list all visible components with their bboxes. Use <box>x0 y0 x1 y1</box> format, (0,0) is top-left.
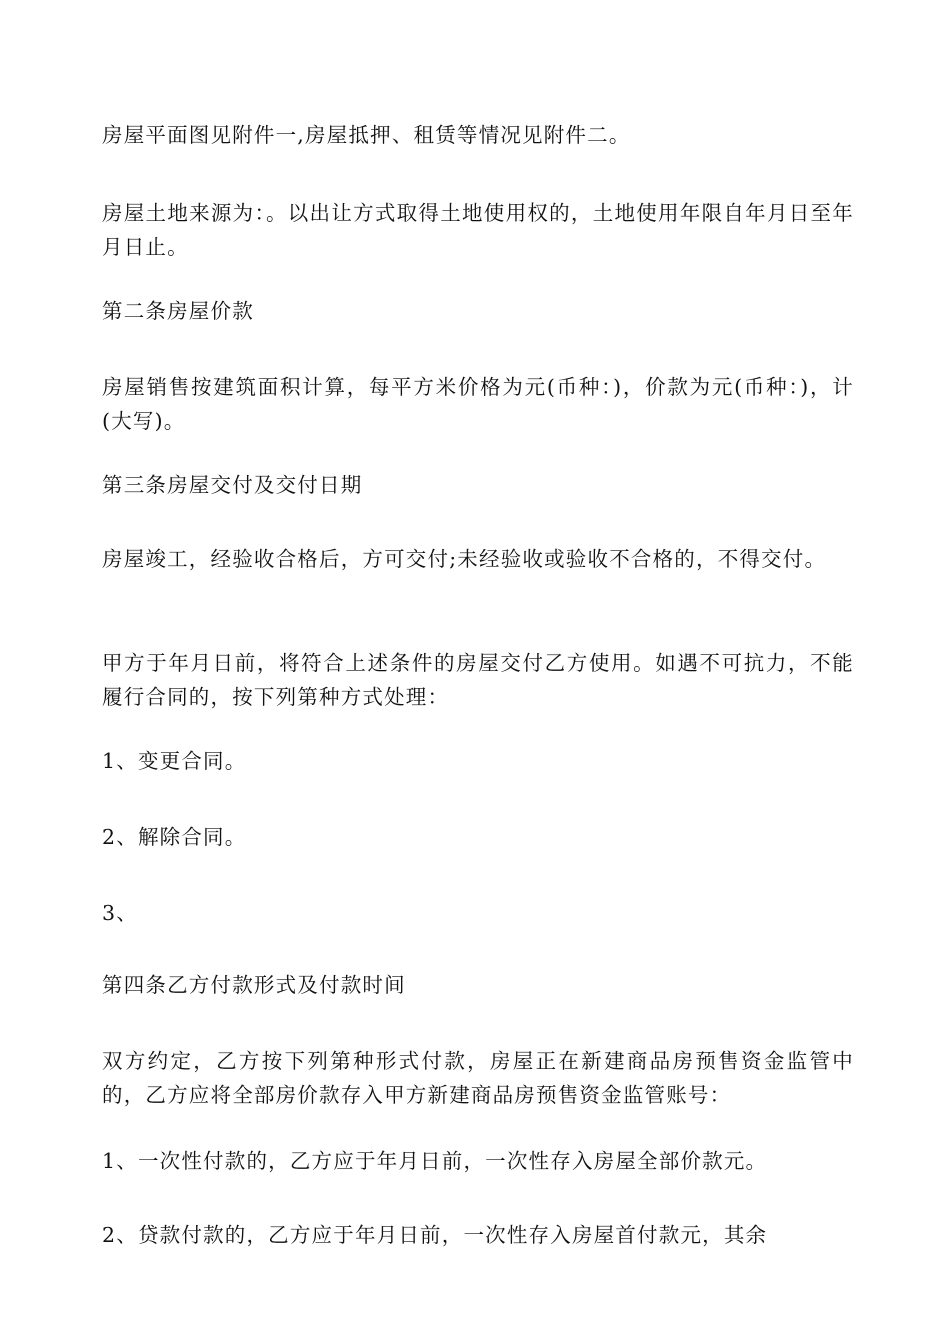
list-item-terminate-contract: 2、解除合同。 <box>102 825 247 849</box>
heading-article-2: 第二条房屋价款 <box>102 299 254 323</box>
paragraph-payment-agreement: 双方约定，乙方按下列第种形式付款，房屋正在新建商品房预售资金监管中的，乙方应将全部房价款存入甲方新建商品房预售资金监管账号： <box>102 1049 854 1107</box>
list-item-loan-payment: 2、贷款付款的，乙方应于年月日前，一次性存入房屋首付款元，其余 <box>102 1223 768 1247</box>
paragraph-land-source: 房屋土地来源为：。以出让方式取得土地使用权的，土地使用年限自年月日至年月日止。 <box>102 201 854 259</box>
paragraph-price: 房屋销售按建筑面积计算，每平方米价格为元(币种：)，价款为元(币种：)，计(大写)。 <box>102 375 854 433</box>
list-item-3: 3、 <box>102 901 138 925</box>
heading-article-4: 第四条乙方付款形式及付款时间 <box>102 973 406 997</box>
paragraph-attachments: 房屋平面图见附件一,房屋抵押、租赁等情况见附件二。 <box>102 123 631 147</box>
list-item-change-contract: 1、变更合同。 <box>102 749 247 773</box>
paragraph-delivery-condition: 房屋竣工，经验收合格后，方可交付;未经验收或验收不合格的，不得交付。 <box>102 547 827 571</box>
paragraph-delivery-date: 甲方于年月日前，将符合上述条件的房屋交付乙方使用。如遇不可抗力，不能履行合同的，按下列第种方式处理： <box>102 651 854 709</box>
heading-article-3: 第三条房屋交付及交付日期 <box>102 473 363 497</box>
list-item-lump-sum-payment: 1、一次性付款的，乙方应于年月日前，一次性存入房屋全部价款元。 <box>102 1149 768 1173</box>
